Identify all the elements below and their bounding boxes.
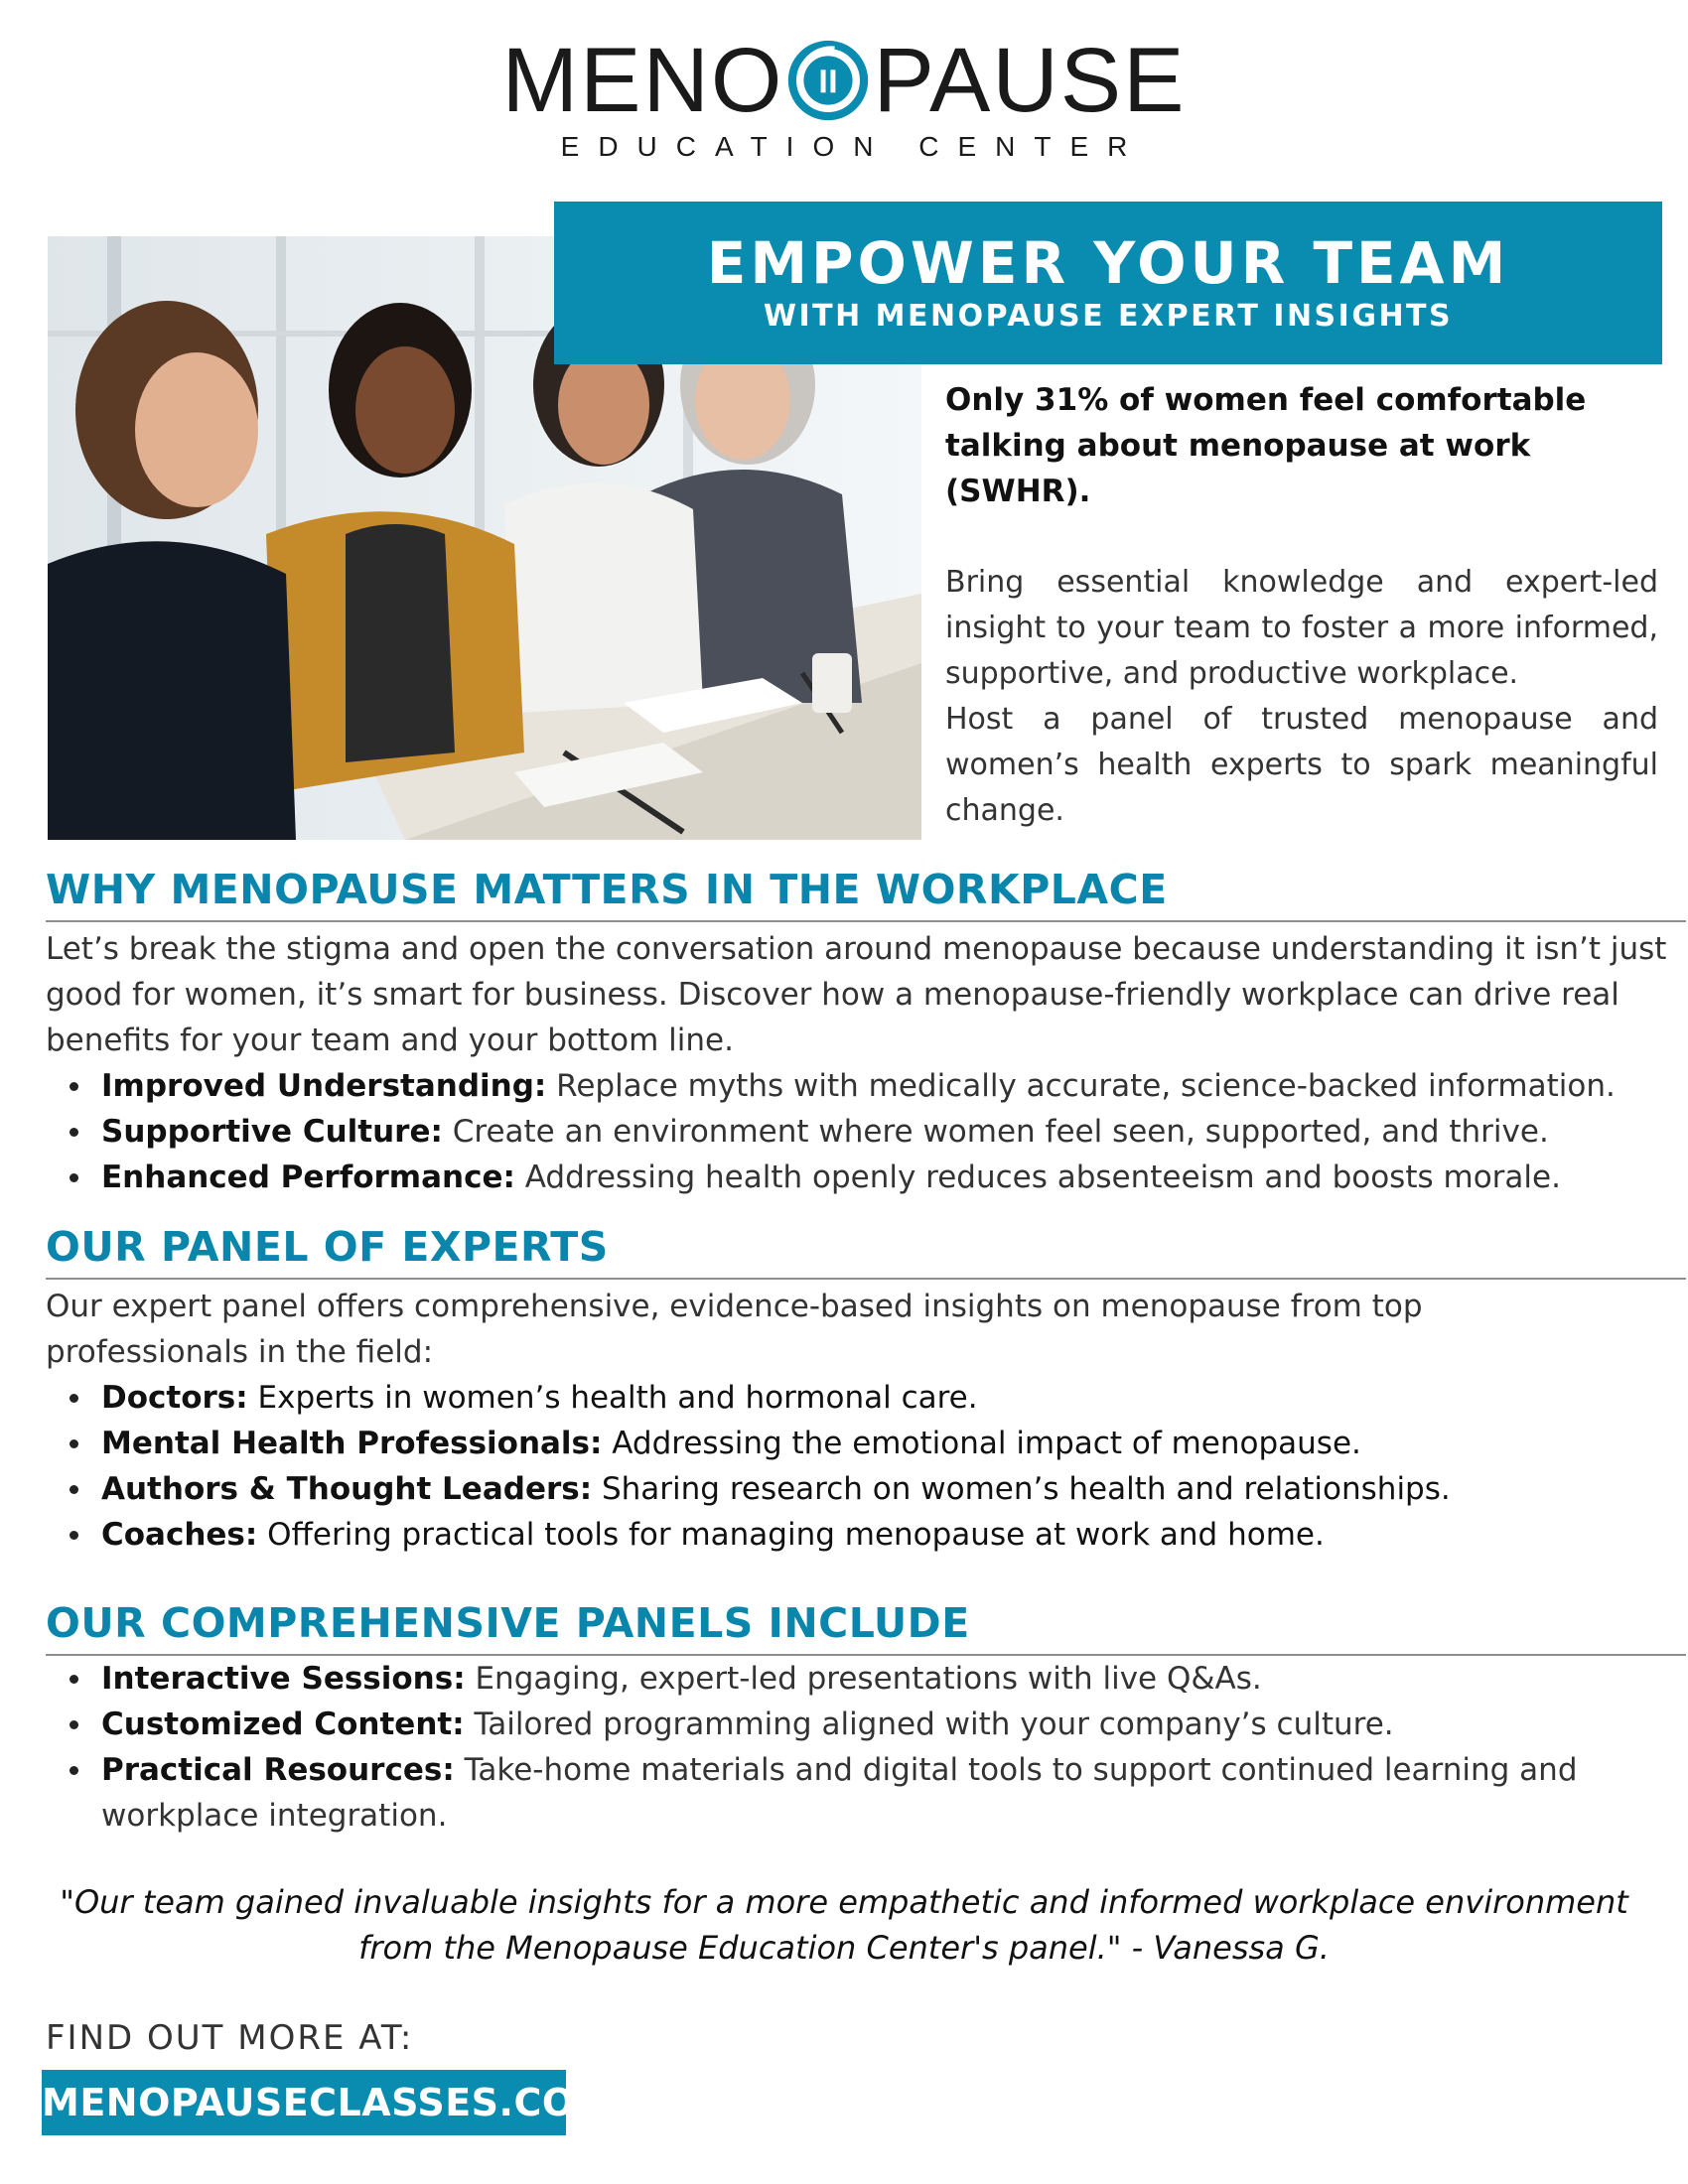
hero-paragraph-2: Host a panel of trusted menopause and women’s health experts to spark meaningful change. bbox=[945, 702, 1658, 828]
list-item bbox=[46, 1466, 1684, 1512]
list-item-term: Supportive Culture: bbox=[101, 1114, 443, 1150]
panels-title: OUR COMPREHENSIVE PANELS INCLUDE bbox=[46, 1599, 970, 1647]
find-out-more-label: FIND OUT MORE AT: bbox=[46, 2018, 414, 2058]
logo-text-right: PAUSE bbox=[873, 30, 1187, 131]
why-list bbox=[46, 1063, 1684, 1200]
panels-list bbox=[46, 1656, 1615, 1839]
list-item-text: Take-home materials and digital tools to support continued learning and workplace integration. bbox=[101, 1752, 1578, 1834]
list-item-text: Engaging, expert-led presentations with live Q&As. bbox=[465, 1661, 1262, 1697]
logo-text-left: MENO bbox=[501, 30, 784, 131]
list-item-text: Addressing health openly reduces absenteeism and boosts morale. bbox=[514, 1160, 1561, 1195]
list-item-term: Enhanced Performance: bbox=[101, 1160, 515, 1195]
list-item-term: Customized Content: bbox=[101, 1706, 465, 1742]
list-item bbox=[46, 1747, 1615, 1839]
why-divider bbox=[46, 920, 1686, 922]
list-item-term: Mental Health Professionals: bbox=[101, 1426, 603, 1461]
panels-section bbox=[46, 1598, 1684, 1839]
list-item bbox=[46, 1375, 1684, 1421]
list-item-term: Coaches: bbox=[101, 1517, 258, 1553]
list-item-text: Sharing research on women’s health and relationships. bbox=[592, 1471, 1451, 1507]
experts-list bbox=[46, 1375, 1684, 1558]
list-item-text: Create an environment where women feel seen, supported, and thrive. bbox=[442, 1114, 1549, 1150]
list-item-term: Doctors: bbox=[101, 1380, 248, 1416]
list-item-text: Replace myths with medically accurate, science-backed information. bbox=[546, 1068, 1616, 1104]
list-item-term: Authors & Thought Leaders: bbox=[101, 1471, 593, 1507]
list-item bbox=[46, 1109, 1684, 1155]
hero-banner bbox=[554, 202, 1662, 364]
list-item bbox=[46, 1421, 1684, 1466]
hero-statistic: Only 31% of women feel comfortable talking about menopause at work (SWHR). bbox=[945, 382, 1587, 509]
list-item-text: Offering practical tools for managing menopause at work and home. bbox=[257, 1517, 1325, 1553]
logo-emblem-icon bbox=[787, 40, 869, 121]
why-section bbox=[46, 865, 1684, 1200]
why-title: WHY MENOPAUSE MATTERS IN THE WORKPLACE bbox=[46, 866, 1168, 913]
list-item bbox=[46, 1656, 1615, 1702]
experts-section bbox=[46, 1222, 1684, 1558]
logo-subtitle: EDUCATION CENTER bbox=[560, 131, 1147, 162]
why-intro: Let’s break the stigma and open the conversation around menopause because understanding it isn’t just good for women, it’s smart for business. Discover how a menopause-friendly workplace can drive real benefits for your team and your bottom line. bbox=[46, 931, 1667, 1058]
list-item bbox=[46, 1063, 1684, 1109]
list-item-term: Improved Understanding: bbox=[101, 1068, 547, 1104]
banner-subtitle: WITH MENOPAUSE EXPERT INSIGHTS bbox=[763, 299, 1454, 334]
testimonial-quote: "Our team gained invaluable insights for a more empathetic and informed workplace environment from the Menopause Education Center's panel." - Vanessa G. bbox=[60, 1883, 1628, 1967]
logo-wordmark bbox=[501, 30, 1187, 131]
logo bbox=[0, 30, 1688, 163]
list-item-text: Addressing the emotional impact of menopause. bbox=[602, 1426, 1361, 1461]
list-item-term: Practical Resources: bbox=[101, 1752, 455, 1788]
website-link-button[interactable]: MENOPAUSECLASSES.COM bbox=[42, 2070, 566, 2135]
list-item-text: Tailored programming aligned with your company’s culture. bbox=[464, 1706, 1394, 1742]
hero-paragraph-1: Bring essential knowledge and expert-led insight to your team to foster a more informed, supportive, and productive workplace. bbox=[945, 565, 1658, 691]
list-item bbox=[46, 1155, 1684, 1200]
experts-title: OUR PANEL OF EXPERTS bbox=[46, 1223, 609, 1271]
list-item-text: Experts in women’s health and hormonal care. bbox=[247, 1380, 978, 1416]
banner-title: EMPOWER YOUR TEAM bbox=[706, 229, 1510, 297]
list-item-term: Interactive Sessions: bbox=[101, 1661, 466, 1697]
experts-divider bbox=[46, 1278, 1686, 1280]
hero-text bbox=[945, 377, 1658, 834]
list-item bbox=[46, 1702, 1615, 1747]
list-item bbox=[46, 1512, 1684, 1558]
experts-intro: Our expert panel offers comprehensive, evidence-based insights on menopause from top professionals in the field: bbox=[46, 1289, 1423, 1370]
